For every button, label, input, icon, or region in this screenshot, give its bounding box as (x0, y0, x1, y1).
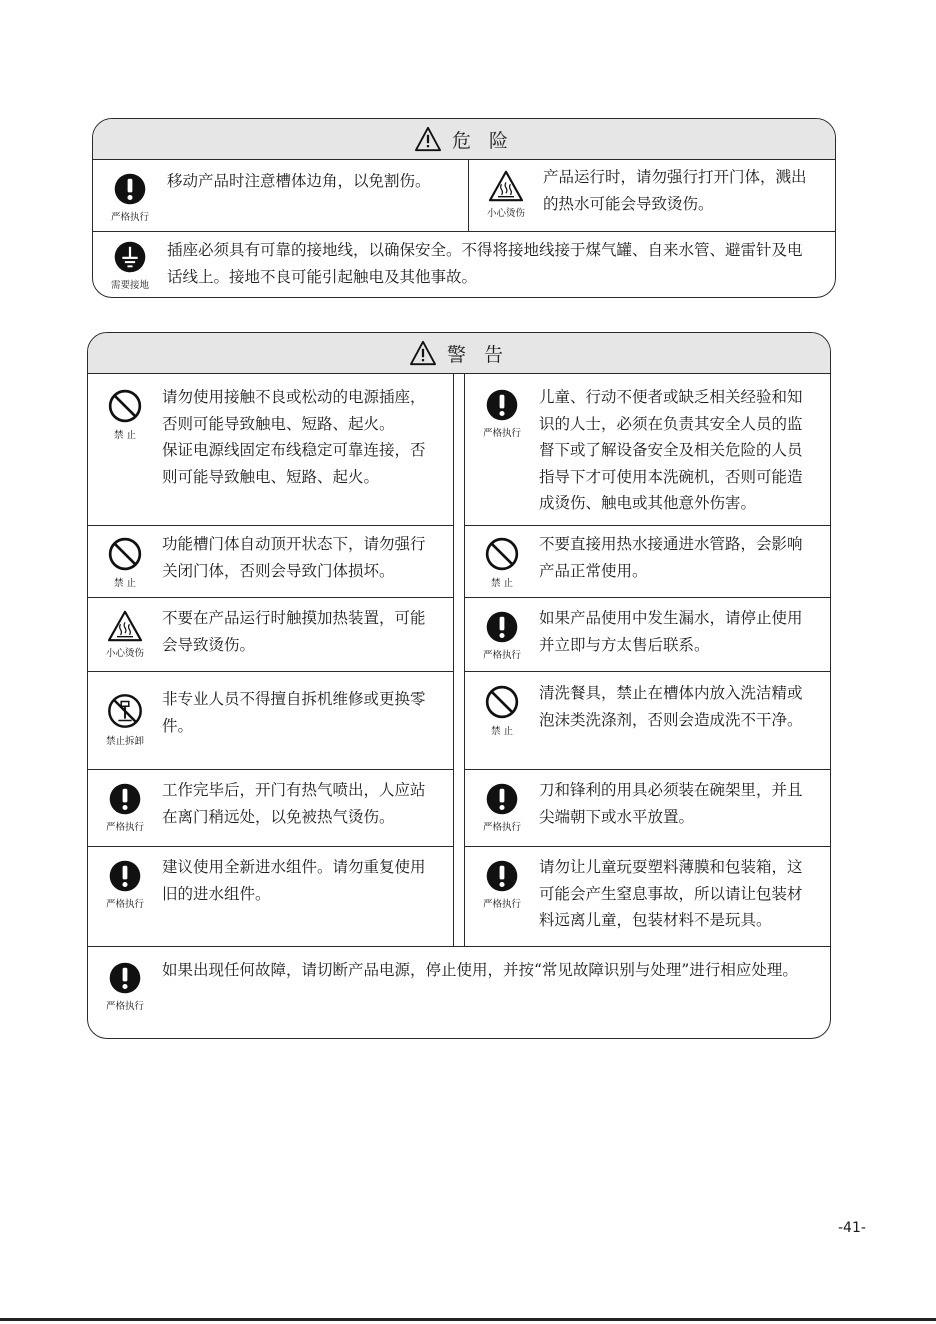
mandatory-icon (479, 388, 525, 439)
icon-label: 严格执行 (482, 650, 521, 661)
hot-surface-icon (483, 170, 529, 219)
warning-text-packaging: 请勿让儿童玩耍塑料薄膜和包装箱，这可能会产生窒息事故，所以请让包装材料远离儿童，包装材料不是玩具。 (539, 858, 803, 929)
danger-text-ground: 插座必须具有可靠的接地线，以确保安全。不得将接地线接于煤气罐、自来水管、避雷针及电话线上。接地不良可能引起触电及其他事故。 (167, 241, 803, 286)
icon-label: 禁止拆卸 (105, 736, 144, 747)
warning-row-2 (88, 526, 830, 598)
warning-text-inlet: 建议使用全新进水组件。请勿重复使用旧的进水组件。 (162, 858, 426, 903)
danger-text-hot-water: 产品运行时，请勿强行打开门体，溅出的热水可能会导致烫伤。 (543, 168, 807, 213)
warning-text-socket-1: 请勿使用接触不良或松动的电源插座，否则可能导致触电、短路、起火。 (162, 388, 426, 433)
no-disassembly-icon (102, 692, 148, 747)
prohibited-icon (479, 684, 525, 737)
mandatory-icon (479, 610, 525, 661)
warning-text-hot-water-pipe: 不要直接用热水接通进水管路，会影响产品正常使用。 (539, 535, 803, 580)
danger-header (93, 119, 835, 160)
mandatory-icon (479, 782, 525, 833)
icon-label: 禁 止 (490, 578, 514, 589)
icon-label: 严格执行 (105, 822, 144, 833)
warning-header (88, 333, 830, 374)
danger-cell-edges (93, 160, 469, 231)
warning-cell-fault (88, 947, 830, 1037)
icon-label: 严格执行 (105, 1001, 144, 1012)
warning-cell-hot-water-pipe (465, 526, 830, 598)
warning-row-6 (88, 847, 830, 947)
warning-row-1 (88, 374, 830, 526)
danger-cell-ground (93, 232, 835, 298)
column-gap (454, 526, 465, 598)
warning-cell-children (465, 374, 830, 526)
column-gap (454, 598, 465, 672)
warning-cell-steam (88, 770, 454, 847)
warning-cell-detergent (465, 672, 830, 770)
danger-text-edges: 移动产品时注意槽体边角，以免割伤。 (167, 172, 431, 190)
icon-label: 小心烫伤 (486, 208, 525, 219)
warning-panel (87, 332, 831, 1039)
danger-title: 危 险 (451, 129, 515, 152)
danger-cell-hot-water (469, 160, 835, 231)
icon-label: 禁 止 (113, 578, 137, 589)
warning-text-leak: 如果产品使用中发生漏水，请停止使用并立即与方太售后联系。 (539, 609, 803, 654)
icon-label: 需要接地 (110, 280, 149, 291)
warning-text-steam: 工作完毕后，开门有热气喷出，人应站在离门稍远处，以免被热气烫伤。 (162, 781, 426, 826)
warning-cell-socket (88, 374, 454, 526)
warning-text-knives: 刀和锋利的用具必须装在碗架里，并且尖端朝下或水平放置。 (539, 781, 803, 826)
mandatory-icon (102, 961, 148, 1012)
prohibited-icon (102, 536, 148, 589)
warning-cell-heater (88, 598, 454, 672)
warning-row-5 (88, 770, 830, 847)
danger-row-2 (93, 232, 835, 298)
icon-label: 严格执行 (105, 899, 144, 910)
mandatory-icon (102, 859, 148, 910)
warning-row-3 (88, 598, 830, 672)
warning-cell-packaging (465, 847, 830, 946)
ground-icon (107, 240, 153, 291)
icon-label: 禁 止 (113, 430, 137, 441)
prohibited-icon (102, 388, 148, 441)
prohibited-icon (479, 536, 525, 589)
warning-title: 警 告 (446, 343, 510, 366)
warning-triangle-icon (414, 126, 442, 152)
warning-triangle-icon (409, 340, 437, 366)
warning-row-7 (88, 947, 830, 1037)
page-number: -41- (838, 1220, 866, 1236)
warning-text-door: 功能槽门体自动顶开状态下，请勿强行关闭门体，否则会导致门体损坏。 (162, 535, 426, 580)
hot-surface-icon (102, 610, 148, 659)
icon-label: 小心烫伤 (105, 648, 144, 659)
mandatory-icon (107, 172, 153, 223)
warning-cell-knives (465, 770, 830, 847)
bottom-rule (0, 1318, 936, 1321)
warning-cell-leak (465, 598, 830, 672)
warning-cell-disassembly (88, 672, 454, 770)
warning-text-disassembly: 非专业人员不得擅自拆机维修或更换零件。 (162, 690, 426, 735)
warning-text-detergent: 清洗餐具，禁止在槽体内放入洗洁精或泡沫类洗涤剂，否则会造成洗不干净。 (539, 684, 803, 729)
warning-text-socket-2: 保证电源线固定布线稳定可靠连接，否则可能导致触电、短路、起火。 (162, 441, 426, 486)
warning-text-children: 儿童、行动不便者或缺乏相关经验和知识的人士，必须在负责其安全人员的监督下或了解设备安全及相关危险的人员指导下才可使用本洗碗机，否则可能造成烫伤、触电或其他意外伤害。 (539, 388, 803, 512)
danger-row-1 (93, 160, 835, 232)
warning-text-heater: 不要在产品运行时触摸加热装置，可能会导致烫伤。 (162, 609, 426, 654)
warning-text-fault: 如果出现任何故障，请切断产品电源，停止使用，并按“常见故障识别与处理”进行相应处理。 (162, 961, 798, 979)
warning-text-socket (162, 384, 439, 490)
icon-label: 严格执行 (482, 899, 521, 910)
icon-label: 严格执行 (482, 822, 521, 833)
danger-panel (92, 118, 836, 298)
warning-row-4 (88, 672, 830, 770)
column-gap (454, 847, 465, 946)
mandatory-icon (479, 859, 525, 910)
column-gap (454, 672, 465, 770)
column-gap (454, 374, 465, 526)
column-gap (454, 770, 465, 847)
icon-label: 禁 止 (490, 726, 514, 737)
warning-cell-inlet (88, 847, 454, 946)
warning-cell-door (88, 526, 454, 598)
icon-label: 严格执行 (482, 428, 521, 439)
mandatory-icon (102, 782, 148, 833)
icon-label: 严格执行 (110, 212, 149, 223)
